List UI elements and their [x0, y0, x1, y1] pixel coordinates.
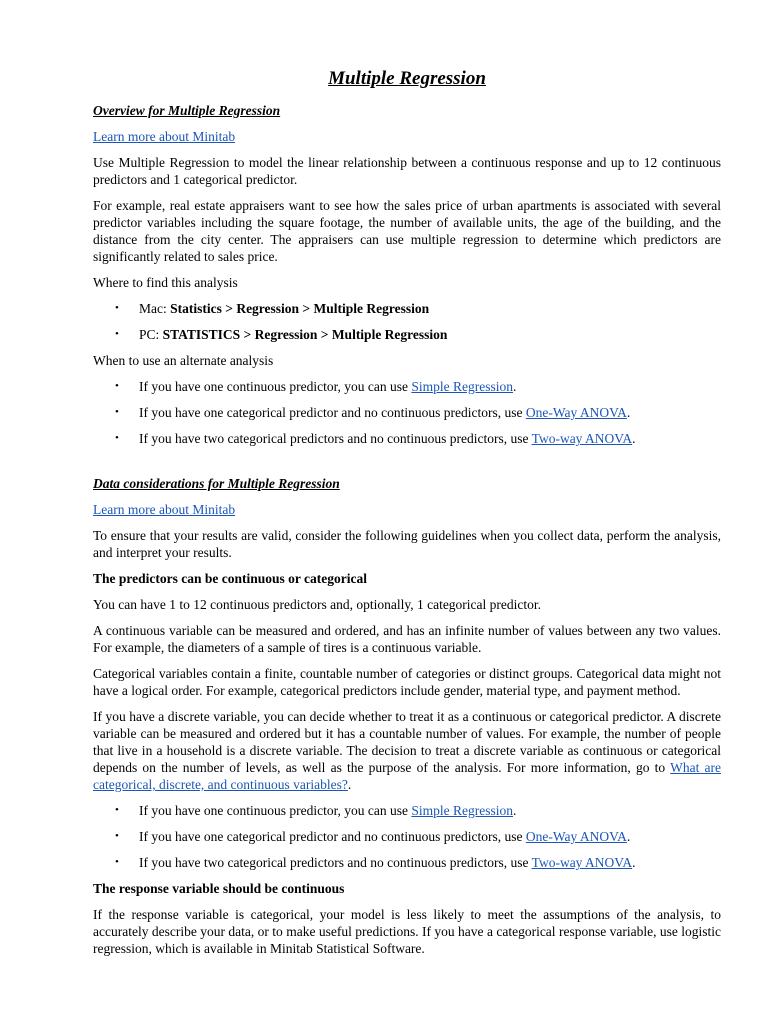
one-way-anova-link[interactable]: One-Way ANOVA — [525, 405, 627, 420]
list-item: • If you have two categorical predictors and no continuous predictors, use Two-way ANOVA. — [115, 855, 636, 870]
overview-heading: Overview for Multiple Regression — [93, 103, 281, 118]
bullet-icon: • — [115, 804, 119, 816]
response-variable-text: If the response variable is categorical, your model is less likely to meet the assumptions of the analysis, to accurately describe your data, or to make useful predictions. If you have a categorical response variable, use logistic regression, which is available in Minitab Statistical Software. — [93, 907, 721, 956]
list-item: • If you have two categorical predictors and no continuous predictors, use Two-way ANOVA. — [115, 431, 636, 446]
categorical-variable-text: Categorical variables contain a finite, countable number of categories or distinct groups. Categorical data might not have a logical order. For example, categorical predictors include gender, material type, and payment method. — [93, 666, 721, 698]
platform-label: Mac: — [139, 301, 171, 316]
bullet-icon: • — [115, 328, 119, 340]
bullet-icon: • — [115, 856, 119, 868]
learn-more-link[interactable]: Learn more about Minitab — [93, 502, 236, 517]
where-list — [93, 300, 721, 343]
learn-more-link[interactable]: Learn more about Minitab — [93, 129, 236, 144]
response-subheading: The response variable should be continuous — [93, 881, 345, 896]
one-way-anova-link[interactable]: One-Way ANOVA — [525, 829, 627, 844]
list-item: • If you have one categorical predictor and no continuous predictors, use One-Way ANOVA. — [115, 405, 631, 420]
menu-path: STATISTICS > Regression > Multiple Regression — [162, 327, 448, 342]
list-item: • If you have one continuous predictor, you can use Simple Regression. — [115, 379, 517, 394]
page-title: Multiple Regression — [328, 68, 486, 89]
list-item — [93, 300, 721, 317]
simple-regression-link[interactable]: Simple Regression — [411, 803, 514, 818]
when-label: When to use an alternate analysis — [93, 353, 274, 368]
menu-path: Statistics > Regression > Multiple Regression — [170, 301, 430, 316]
two-way-anova-link[interactable]: Two-way ANOVA — [531, 431, 633, 446]
overview-example: For example, real estate appraisers want to see how the sales price of urban apartments is associated with several predictor variables including the square footage, the number of available units, the age of the building, and the distance from the city center. The appraisers can use multiple regression to determine which predictors are significantly related to sales price. — [93, 198, 721, 264]
bullet-icon: • — [115, 432, 119, 444]
simple-regression-link[interactable]: Simple Regression — [411, 379, 514, 394]
list-item: • If you have one continuous predictor, you can use Simple Regression. — [115, 803, 517, 818]
two-way-anova-link[interactable]: Two-way ANOVA — [531, 855, 633, 870]
bullet-icon: • — [115, 302, 119, 314]
document-page — [93, 66, 721, 966]
discrete-variable-text: If you have a discrete variable, you can decide whether to treat it as a continuous or categorical predictor. A discrete variable can be measured and ordered but it has a countable number of values. For example, the number of people that live in a household is a discrete variable. The decision to treat a discrete variable as continuous or categorical depends on the number of levels, as well as the purpose of the analysis. For more information, go to What are categorical, discrete, and continuous variables?. — [93, 709, 721, 792]
platform-label: PC: — [139, 327, 163, 342]
data-intro: To ensure that your results are valid, consider the following guidelines when you collect data, perform the analysis, and interpret your results. — [93, 528, 721, 560]
bullet-icon: • — [115, 830, 119, 842]
predictors-subheading: The predictors can be continuous or categorical — [93, 571, 367, 586]
data-considerations-heading: Data considerations for Multiple Regression — [93, 476, 340, 491]
overview-intro: Use Multiple Regression to model the linear relationship between a continuous response and up to 12 continuous predictors and 1 categorical predictor. — [93, 155, 721, 187]
alternate-list — [93, 802, 721, 871]
where-label: Where to find this analysis — [93, 275, 238, 290]
bullet-icon: • — [115, 380, 119, 392]
list-item: • If you have one categorical predictor and no continuous predictors, use One-Way ANOVA. — [115, 829, 631, 844]
predictor-count-text: You can have 1 to 12 continuous predictors and, optionally, 1 categorical predictor. — [93, 597, 542, 612]
alternate-list — [93, 378, 721, 447]
continuous-variable-text: A continuous variable can be measured and ordered, and has an infinite number of values between any two values. For example, the diameters of a sample of tires is a continuous variable. — [93, 623, 721, 655]
list-item — [93, 326, 721, 343]
variable-types-link[interactable]: What are categorical, discrete, and continuous variables? — [93, 760, 721, 792]
bullet-icon: • — [115, 406, 119, 418]
